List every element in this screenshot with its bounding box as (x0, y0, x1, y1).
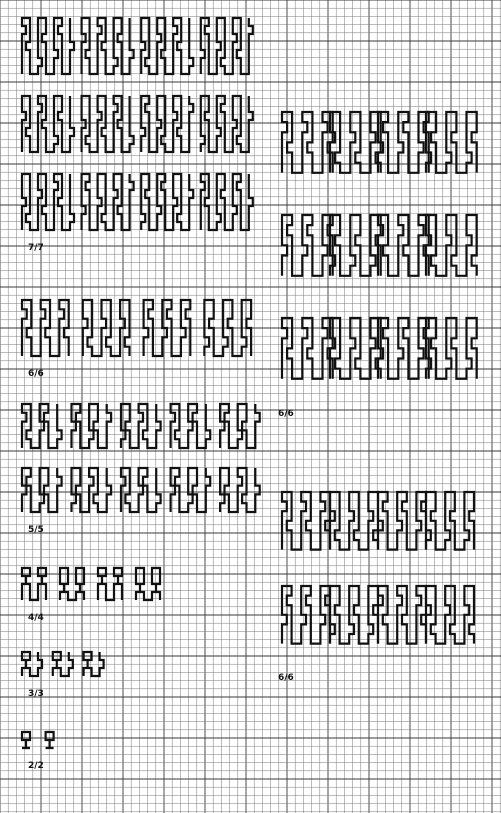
figure-label: 6/6 (278, 673, 294, 683)
figure-label: 7/7 (28, 243, 44, 253)
figure-label: 6/6 (28, 369, 44, 379)
figure-label: 3/3 (28, 689, 44, 699)
figure-label: 6/6 (278, 409, 294, 419)
figure-label: 5/5 (28, 525, 44, 535)
figure-label: 4/4 (28, 613, 44, 623)
figure-label: 2/2 (28, 761, 44, 771)
